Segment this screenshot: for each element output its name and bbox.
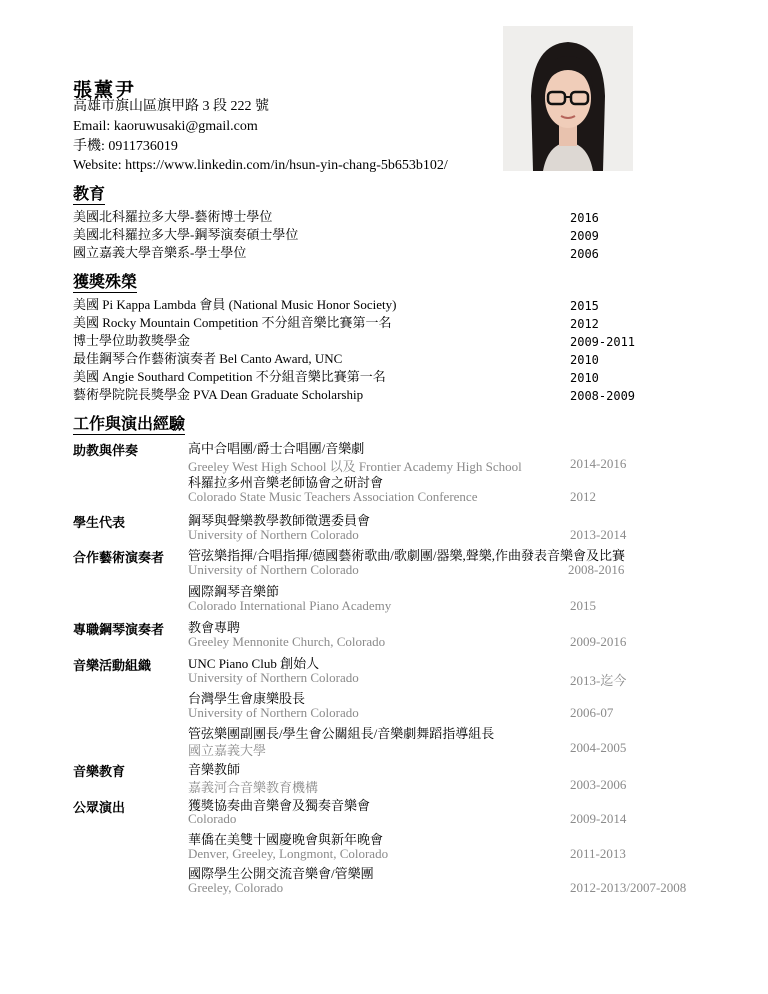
entry-title: 科羅拉多州音樂老師協會之研討會 (188, 475, 384, 490)
entry-date: 2011-2013 (570, 846, 626, 861)
entry-date: 2009-2014 (570, 811, 627, 826)
entry-org: 嘉義河合音樂教育機構 (188, 780, 319, 795)
entry-org: University of Northern Colorado (188, 670, 359, 685)
education-item: 美國北科羅拉多大學-藝術博士學位 (73, 209, 273, 224)
entry-date: 2012-2013/2007-2008 (570, 880, 687, 895)
entry-org: Colorado (188, 811, 237, 826)
category-label: 合作藝術演奏者 (73, 550, 165, 565)
website: Website: https://www.linkedin.com/in/hsun-yin-chang-5b653b102/ (73, 158, 448, 173)
award-item: 美國 Pi Kappa Lambda 會員 (National Music Honor Society) (73, 297, 397, 312)
address: 高雄市旗山區旗甲路 3 段 222 號 (73, 99, 269, 114)
entry-date: 2015 (570, 598, 596, 613)
entry-title: 高中合唱團/爵士合唱團/音樂劇 (188, 441, 365, 456)
education-item: 國立嘉義大學音樂系-學士學位 (73, 245, 247, 260)
entry-org: Colorado State Music Teachers Association Conference (188, 489, 478, 504)
entry-title: 管弦樂指揮/合唱指揮/德國藝術歌曲/歌劇團/器樂,聲樂,作曲發表音樂會及比賽 (188, 548, 625, 563)
category-label: 學生代表 (73, 515, 126, 530)
phone: 手機: 0911736019 (73, 139, 178, 154)
entry-org: 國立嘉義大學 (188, 743, 267, 758)
entry-date: 2006-07 (570, 705, 614, 720)
entry-date: 2013-迄今 (570, 673, 627, 688)
entry-title: 獲獎協奏曲音樂會及獨奏音樂會 (188, 798, 371, 813)
entry-title: 鋼琴與聲樂教學教師徵選委員會 (188, 513, 371, 528)
entry-title: 國際鋼琴音樂節 (188, 584, 280, 599)
education-item: 美國北科羅拉多大學-鋼琴演奏碩士學位 (73, 227, 299, 242)
award-year: 2009-2011 (570, 335, 636, 349)
entry-date: 2003-2006 (570, 777, 627, 792)
award-item: 美國 Angie Southard Competition 不分組音樂比賽第一名 (73, 369, 386, 384)
award-item: 博士學位助教獎學金 (73, 333, 191, 348)
award-year: 2010 (570, 353, 599, 367)
entry-title: 管弦樂團副團長/學生會公關組長/音樂劇舞蹈指導組長 (188, 726, 495, 741)
entry-org: Colorado International Piano Academy (188, 598, 392, 613)
experience-heading: 工作與演出經驗 (73, 416, 186, 433)
entry-title: 教會專聘 (188, 620, 241, 635)
award-year: 2010 (570, 371, 599, 385)
resume-name: 張薰尹 (73, 80, 137, 101)
entry-title: 國際學生公開交流音樂會/管樂團 (188, 866, 374, 881)
entry-org: Denver, Greeley, Longmont, Colorado (188, 846, 389, 861)
entry-date: 2009-2016 (570, 634, 627, 649)
entry-title: 台灣學生會康樂股長 (188, 691, 306, 706)
entry-org: Greeley West High School 以及 Frontier Academy High School (188, 459, 522, 474)
education-year: 2006 (570, 247, 599, 261)
education-year: 2016 (570, 211, 599, 225)
entry-org: Greeley Mennonite Church, Colorado (188, 634, 386, 649)
entry-org: University of Northern Colorado (188, 705, 359, 720)
award-item: 藝術學院院長獎學金 PVA Dean Graduate Scholarship (73, 387, 364, 402)
award-year: 2015 (570, 299, 599, 313)
category-label: 助教與伴奏 (73, 443, 139, 458)
award-item: 美國 Rocky Mountain Competition 不分組音樂比賽第一名 (73, 315, 392, 330)
award-year: 2008-2009 (570, 389, 636, 403)
education-heading: 教育 (73, 186, 106, 203)
education-year: 2009 (570, 229, 599, 243)
entry-org: University of Northern Colorado (188, 562, 359, 577)
profile-photo (503, 26, 633, 171)
category-label: 公眾演出 (73, 800, 126, 815)
entry-title: 音樂教師 (188, 762, 241, 777)
award-year: 2012 (570, 317, 599, 331)
entry-title: UNC Piano Club 創始人 (188, 656, 320, 671)
entry-date: 2004-2005 (570, 740, 627, 755)
email: Email: kaoruwusaki@gmail.com (73, 119, 258, 134)
category-label: 專職鋼琴演奏者 (73, 622, 165, 637)
entry-date: 2013-2014 (570, 527, 627, 542)
entry-date: 2012 (570, 489, 596, 504)
award-item: 最佳鋼琴合作藝術演奏者 Bel Canto Award, UNC (73, 351, 343, 366)
category-label: 音樂活動組織 (73, 658, 152, 673)
entry-org: University of Northern Colorado (188, 527, 359, 542)
awards-heading: 獲獎殊榮 (73, 274, 138, 291)
entry-date: 2008-2016 (568, 562, 625, 577)
entry-title: 華僑在美雙十國慶晚會與新年晚會 (188, 832, 384, 847)
category-label: 音樂教育 (73, 764, 126, 779)
entry-date: 2014-2016 (570, 456, 627, 471)
entry-org: Greeley, Colorado (188, 880, 284, 895)
